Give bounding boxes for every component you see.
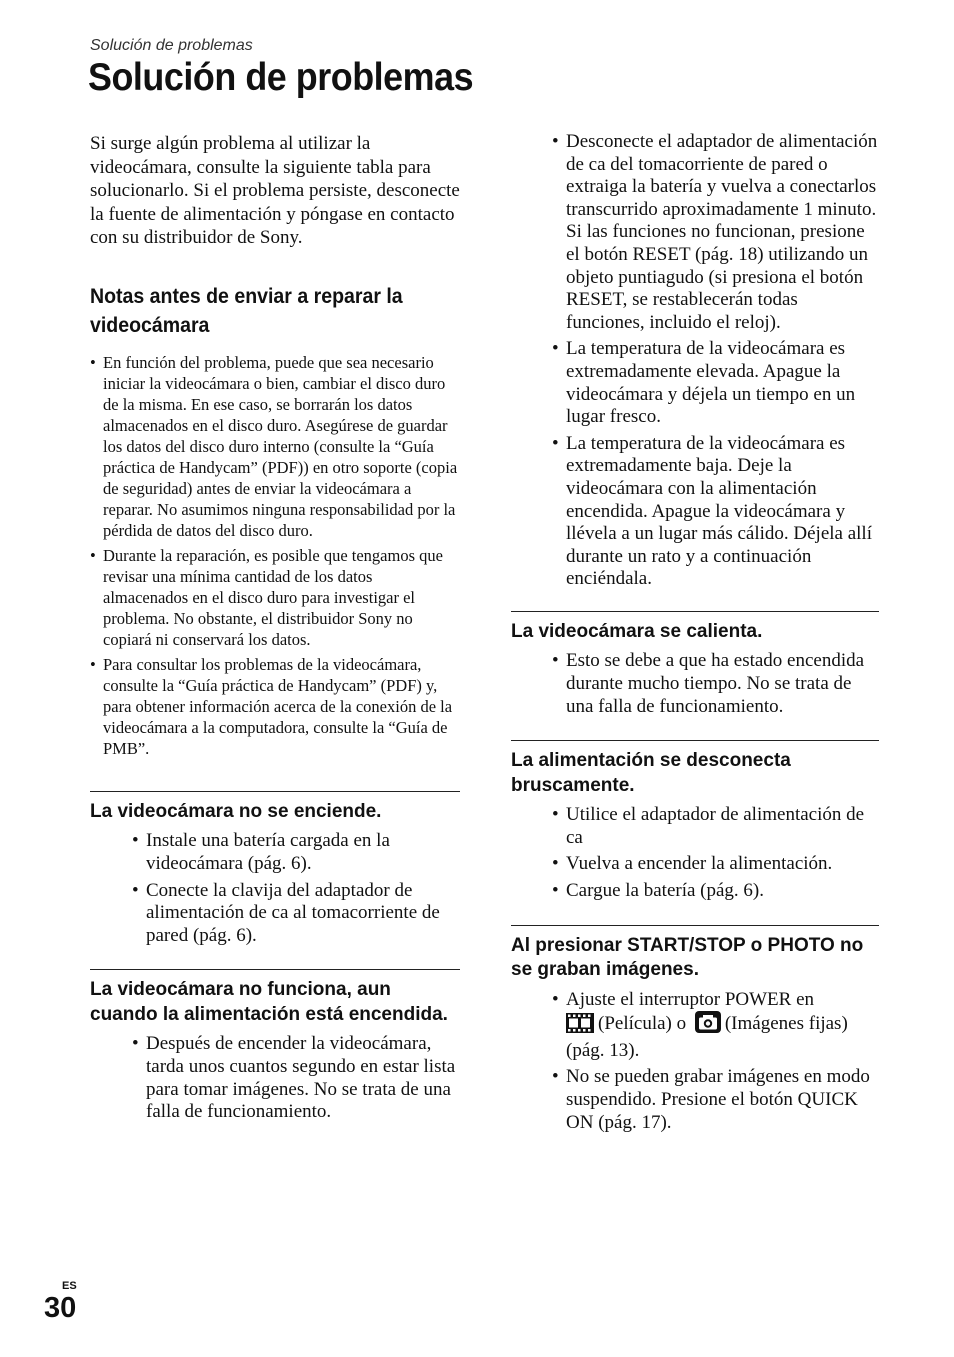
- section-power-off: [511, 740, 879, 902]
- section-heading: La videocámara se calienta.: [511, 620, 763, 642]
- film-icon: [566, 1013, 594, 1040]
- list-item: • Conecte la clavija del adaptador de alimentación de ca al tomacorriente de pared (pág. 6).: [90, 880, 460, 948]
- list-item: [511, 989, 879, 1063]
- list-item: • La temperatura de la videocámara es extremadamente elevada. Apague la videocámara y déjela un tiempo en un lugar fresco.: [511, 338, 879, 428]
- section-list: [511, 804, 879, 902]
- running-head: Solución de problemas: [90, 37, 253, 54]
- right-column: [511, 131, 879, 1138]
- page-title: Solución de problemas: [88, 56, 474, 99]
- list-item: • Instale una batería cargada en la videocámara (pág. 6).: [90, 830, 460, 875]
- list-item: • La temperatura de la videocámara es extremadamente baja. Deje la videocámara con la alimentación encendida. Apague la videocámara y llévela a un lugar más cálido. Déjela allí durante un rato y a continuación enciéndala.: [511, 433, 879, 591]
- section-list: [90, 1033, 460, 1123]
- list-item: • Durante la reparación, es posible que tengamos que revisar una mínima cantidad de los datos almacenados en el disco duro para investigar el problema. No obstante, el distribuidor Sony no copiará ni conservará los datos.: [90, 545, 460, 650]
- section-heading: La videocámara no funciona, aun cuando la alimentación está encendida.: [90, 979, 448, 1025]
- section-no-power: [90, 791, 460, 947]
- language-code: ES: [62, 1280, 77, 1292]
- notes-heading: Notas antes de enviar a reparar la videocámara: [90, 284, 403, 337]
- list-item-text: (Película) o: [598, 1013, 687, 1035]
- section-heading: La videocámara no se enciende.: [90, 800, 382, 822]
- list-item-text: Ajuste el interruptor POWER en: [566, 988, 815, 1010]
- list-item-text: (Imágenes fijas) (pág. 13).: [566, 1013, 848, 1061]
- section-heading: La alimentación se desconecta bruscamente.: [511, 750, 791, 796]
- section-overheat: [511, 611, 879, 718]
- notes-list: [90, 352, 460, 759]
- page-number: 30: [44, 1292, 77, 1324]
- list-item: • En función del problema, puede que sea necesario iniciar la videocámara o bien, cambiar el disco duro de la misma. En ese caso, se borrarán los datos almacenados en el disco duro. Asegúrese de guardar los datos del disco duro interno (consulte la “Guía práctica de Handycam” (PDF)) en otro soporte (copia de seguridad) antes de enviar la videocámara a reparar. No asumimos ninguna responsabilidad por la pérdida de datos del disco duro.: [90, 352, 460, 541]
- list-item: • Después de encender la videocámara, tarda unos cuantos segundo en estar lista para tomar imágenes. No se trata de una falla de funcionamiento.: [90, 1033, 460, 1123]
- camera-icon: [695, 1011, 721, 1040]
- list-item: • Esto se debe a que ha estado encendida durante mucho tiempo. No se trata de una falla de funcionamiento.: [511, 650, 879, 718]
- list-item: [511, 131, 879, 334]
- section-list: [511, 989, 879, 1135]
- section-list: [511, 650, 879, 718]
- section-list: [90, 830, 460, 947]
- section-heading: Al presionar START/STOP o PHOTO no se graban imágenes.: [511, 934, 864, 981]
- section-not-working: [90, 969, 460, 1123]
- list-item-text: Desconecte el adaptador de alimentación de ca del tomacorriente de pared o extraiga la batería y vuelva a conectarlos transcurrido aproximadamente 1 minuto.: [566, 131, 878, 220]
- section-no-recording: [511, 925, 879, 1135]
- list-item: • Cargue la batería (pág. 6).: [511, 880, 879, 903]
- list-item-text: Si las funciones no funcionan, presione el botón RESET (pág. 18) utilizando un objeto puntiagudo (si presiona el botón RESET, se restablecerán todas funciones, incluido el reloj).: [566, 221, 869, 333]
- intro-paragraph: Si surge algún problema al utilizar la videocámara, consulte la siguiente tabla para solucionarlo. Si el problema persiste, desconecte la fuente de alimentación y póngase en contacto con su distribuidor de Sony.: [90, 133, 460, 249]
- list-item: • Vuelva a encender la alimentación.: [511, 853, 879, 876]
- continued-list: [511, 131, 879, 591]
- list-item: • Utilice el adaptador de alimentación de ca: [511, 804, 879, 849]
- list-item: • No se pueden grabar imágenes en modo suspendido. Presione el botón QUICK ON (pág. 17).: [511, 1066, 879, 1134]
- left-column: [90, 132, 460, 1128]
- list-item: • Para consultar los problemas de la videocámara, consulte la “Guía práctica de Handycam” (PDF) y, para obtener información acerca de la conexión de la videocámara a la computadora, consulte la “Guía de PMB”.: [90, 654, 460, 759]
